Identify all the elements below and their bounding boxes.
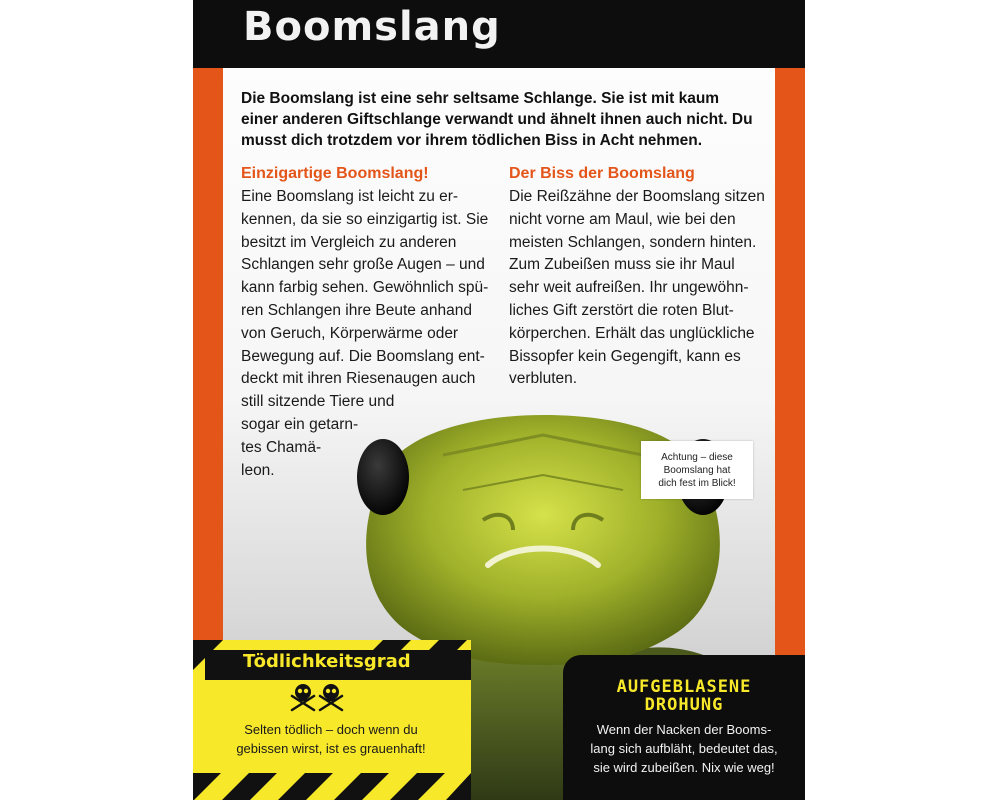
section-text-unique: Eine Boomslang ist leicht zu er- kennen, da sie so einzigartig ist. Sie besitzt im Vergleich zu anderen Schlangen sehr große Augen – und kann farbig sehen. Gewöhnlich spü- ren Schlangen ihre Beute anhand von Geruch, Körperwärme oder Bewegung auf. Die Boomslang ent- deckt mit ihren Riesenaugen auch still sitzende Tiere und sogar ein getarn- tes Chamä- leon. [241, 188, 489, 479]
danger-text: Selten tödlich – doch wenn du gebissen wirst, ist es grauenhaft! [236, 722, 426, 756]
threat-title: AUFGEBLASENE DROHUNG [616, 677, 752, 715]
section-heading-bite: Der Biss der Boomslang [509, 165, 695, 182]
section-heading-unique: Einzigartige Boomslang! [241, 165, 429, 182]
page-title: Boomslang [243, 4, 501, 50]
section-text-bite: Die Reißzähne der Boomslang sitzen nicht vorne am Maul, wie bei den meisten Schlangen, sondern hinten. Zum Zubeißen muss sie ihr Maul sehr weit aufreißen. Ihr ungewöhn- liches Gift zerstört die roten Blut- körperchen. Erhält das unglückliche Bissopfer kein Gegengift, kann es verbluten. [509, 188, 765, 388]
skull-crossbones-icon [289, 683, 345, 713]
danger-title: Tödlichkeitsgrad [243, 651, 411, 672]
threat-text: Wenn der Nacken der Booms- lang sich aufbläht, bedeutet das, sie wird zubeißen. Nix wie weg! [590, 722, 778, 775]
photo-caption: Achtung – diese Boomslang hat dich fest im Blick! [641, 441, 753, 499]
book-page [193, 0, 805, 800]
intro-text: Die Boomslang ist eine sehr seltsame Schlange. Sie ist mit kaum einer anderen Giftschlange verwandt und ähnelt ihnen auch nicht. Du musst dich trotzdem vor ihrem tödlichen Biss in Acht nehmen. [241, 90, 753, 149]
